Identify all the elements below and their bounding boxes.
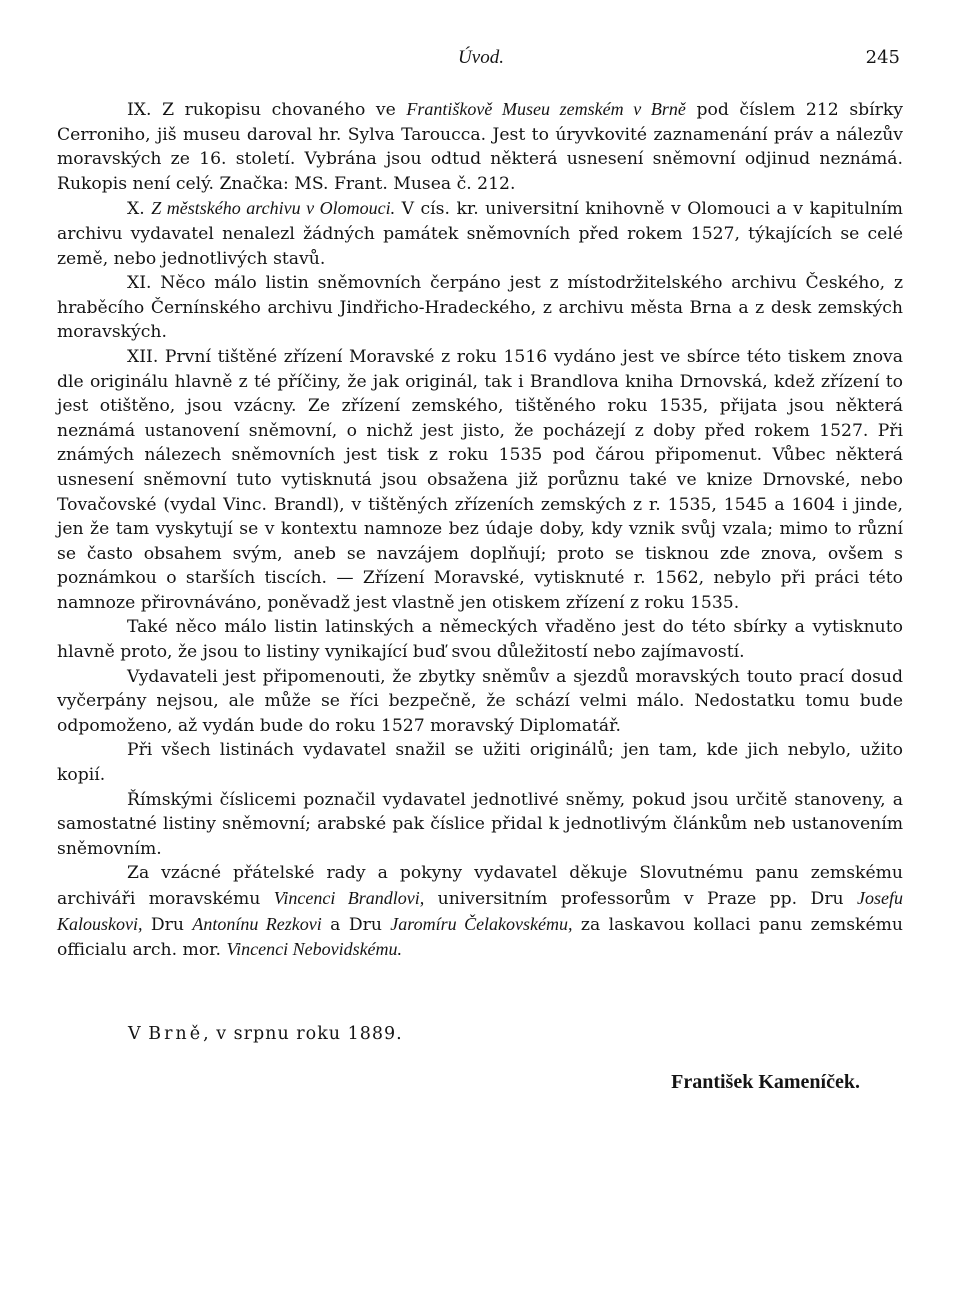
paragraph-text: IX. Z rukopisu chovaného ve (127, 100, 407, 120)
paragraph-text: Za vzácné přátelské rady a pokyny vydavatel děkuje Slovutnému panu zemskému archiváři moravskému (57, 863, 903, 909)
paragraph-remainders: Vydavateli jest připomenouti, že zbytky sněmův a sjezdů moravských touto prací dosud vyčerpány nejsou, ale může se říci bezpečně, že schází velmi málo. Nedostatku tomu bude odpomoženo, až vydán bude do roku 1527 moravský Diplomatář. (57, 666, 903, 736)
page-header (62, 46, 900, 72)
author-signature: František Kameníček. (671, 1071, 860, 1093)
paragraph-x (57, 196, 903, 271)
paragraph-numerals: Římskými číslicemi poznačil vydavatel jednotlivé sněmy, pokud jsou určitě stanoveny, a samostatné listiny sněmovní; arabské pak číslice přidal k jednotlivým článkům neb ustanovením sněmovním. (57, 789, 903, 859)
source-name: Františkově Museu zemském v Brně (406, 99, 686, 119)
person-name: Jaromíru Čelakovskému, (390, 913, 573, 934)
place-name: Brně (148, 1024, 204, 1044)
date-text: , v srpnu roku 1889. (203, 1024, 403, 1044)
paragraph-latin: Také něco málo listin latinských a německých vřaděno jest do této sbírky a vytisknuto hlavně proto, že jsou to listiny vynikající buď svou důležitostí nebo zajímavostí. (57, 617, 903, 663)
body-text (57, 97, 903, 963)
paragraph-text: V cís. kr. universitní knihovně v Olomouci a v kapitulním archivu vydavatel nenalezl žádných památek sněmovních před rokem 1527, týkajících se celé země, nebo jednotlivých stavů. (57, 199, 903, 269)
running-title: Úvod. (458, 47, 504, 68)
paragraph-text: X. (127, 199, 152, 220)
paragraph-ix (57, 97, 903, 196)
person-name: Josefu Kalouskovi, (57, 888, 903, 934)
paragraph-text: universitním professorům v Praze pp. Dru (424, 889, 857, 909)
person-name: Vincenci Brandlovi, (273, 888, 425, 908)
paragraph-xii: XII. První tištěné zřízení Moravské z roku 1516 vydáno jest ve sbírce této tiskem znova dle originálu hlavně z té příčiny, že jak originál, tak i Brandlova kniha Drnovská, kdež zřízení to jest otištěno, jsou vzácny. Ze zřízení zemského, tištěného roku 1535, přijata jsou některá neznámá ustanovení sněmovní, o nichž jest jisto, že pocházejí z doby před rokem 1527. Při známých nálezech sněmovních jest tisk z roku 1535 pod čárou připomenut. Vůbec některá usnesení sněmovní tuto vytisknutá jsou obsažena již porůznu také ve knize Drnovské, nebo Tovačovské (vydal Vinc. Brandl), v tištěných zřízeních zemských z r. 1535, 1545 a 1604 i jinde, jen že tam vyskytují se v kontextu namnoze bez údaje doby, kdy vznik svůj vzala; mimo to různí se často obsahem svým, aneb se navzájem doplňují; proto se tisknou zde znova, ovšem s poznámkou o starších tiscích. — Zřízení Moravské, vytisknuté r. 1562, nebylo při práci této namnoze přirovnáváno, poněvadž jest vlastně jen otiskem zřízení z roku 1535. (57, 346, 903, 613)
page-number: 245 (865, 47, 900, 68)
paragraph-text: Dru (142, 914, 193, 935)
paragraph-text: za laskavou kollaci panu zemskému officialu arch. mor. (57, 914, 903, 961)
place-date-line (128, 1022, 403, 1047)
paragraph-originals: Při všech listinách vydavatel snažil se užiti originálů; jen tam, kde jich nebylo, užito kopií. (57, 740, 903, 786)
place-prefix: V (128, 1024, 149, 1044)
person-name: Vincenci Nebovidskému. (226, 939, 403, 960)
source-name: Z městského archivu v Olomouci. (151, 198, 396, 219)
paragraph-text: a Dru (321, 914, 391, 935)
paragraph-thanks (57, 861, 903, 962)
paragraph-xi: XI. Něco málo listin sněmovních čerpáno jest z místodržitelského archivu Českého, z hraběcího Černínského archivu Jindřicho-Hradeckého, z archivu města Brna a z desk zemských moravských. (57, 273, 903, 343)
person-name: Antonínu Rezkovi (192, 913, 322, 934)
paragraph-text: pod číslem 212 sbírky Cerroniho, jiš museu daroval hr. Sylva Taroucca. Jest to úryvkovité zaznamenání práv a nálezův moravských ze 16. století. Vybrána jsou odtud některá usnesení sněmovní odjinud neznámá. Rukopis není celý. Značka: MS. Frant. Musea č. 212. (57, 100, 903, 194)
